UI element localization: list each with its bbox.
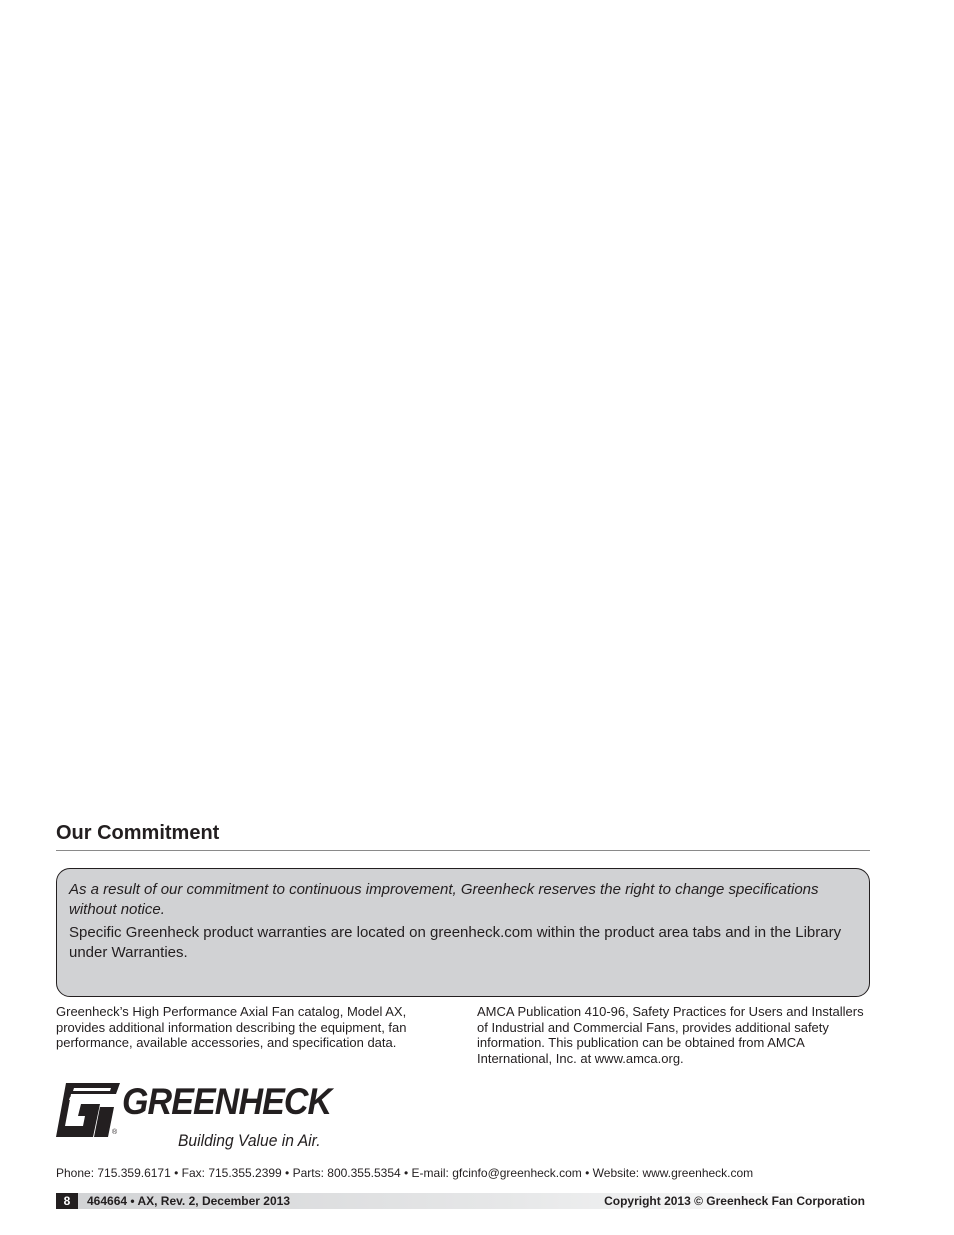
logo-wordmark: GREENHECK — [122, 1081, 332, 1122]
copyright-notice: Copyright 2013 © Greenheck Fan Corporation — [604, 1194, 865, 1208]
registered-mark: ® — [112, 1129, 118, 1136]
contact-info: Phone: 715.359.6171 • Fax: 715.355.2399 • Parts: 800.355.5354 • E-mail: gfcinfo@greenheck.com • Website: www.greenheck.com — [56, 1166, 754, 1180]
logo-tagline: Building Value in Air. — [178, 1131, 321, 1150]
section-heading: Our Commitment — [56, 822, 220, 844]
greenheck-g-mark-icon — [56, 1083, 120, 1137]
amca-reference-text: AMCA Publication 410-96, Safety Practices for Users and Installers of Industrial and Commercial Fans, provides additional safety information. This publication can be obtained from AMCA International, Inc. at www.amca.org. — [477, 1004, 864, 1066]
page-number: 8 — [56, 1193, 78, 1209]
heading-rule — [56, 850, 870, 851]
commitment-notice-box — [56, 868, 870, 997]
document-id: 464664 • AX, Rev. 2, December 2013 — [87, 1194, 290, 1208]
catalog-reference-text: Greenheck’s High Performance Axial Fan catalog, Model AX, provides additional information describing the equipment, fan performance, available accessories, and specification data. — [56, 1004, 407, 1051]
page-footer — [56, 1193, 870, 1209]
notice-warranty-text: Specific Greenheck product warranties are located on greenheck.com within the product area tabs and in the Library under Warranties. — [69, 924, 842, 961]
notice-italic-text: As a result of our commitment to continuous improvement, Greenheck reserves the right to change specifications without notice. — [69, 881, 819, 918]
